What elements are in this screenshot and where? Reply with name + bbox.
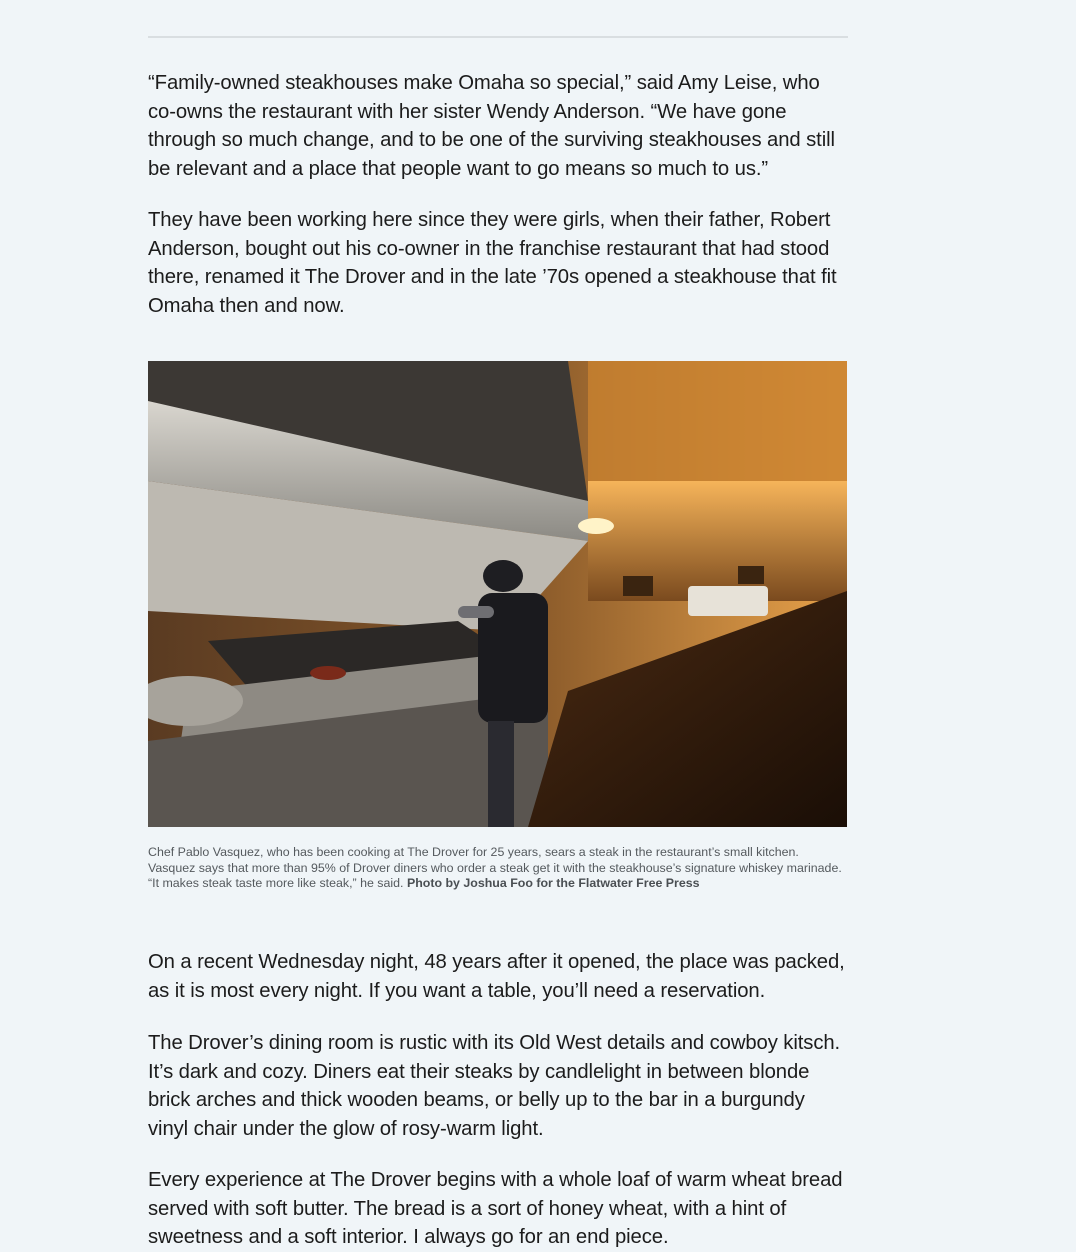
divider bbox=[148, 36, 848, 38]
article-paragraph: The Drover’s dining room is rustic with its Old West details and cowboy kitsch. It’s dark and cozy. Diners eat their steaks by candlelight in between blonde brick arches and thick wooden beams, or belly up to the bar in a burgundy vinyl chair under the glow of rosy-warm light. bbox=[148, 1032, 841, 1140]
caption-text: Chef Pablo Vasquez, who has been cooking at The Drover for 25 years, sears a steak in the restaurant’s small kitchen. Vasquez says that more than 95% of Drover diners who order a steak get it with the steakhouse’s signature whiskey marinade. “It makes steak taste more like steak,” he said. bbox=[148, 845, 842, 891]
article-paragraph: They have been working here since they were girls, when their father, Robert Anderson, bought out his co-owner in the franchise restaurant that had stood there, renamed it The Drover and in the late ’70s opened a steakhouse that fit Omaha then and now. bbox=[148, 209, 837, 317]
article-paragraph: “Family-owned steakhouses make Omaha so special,” said Amy Leise, who co-owns the restaurant with her sister Wendy Anderson. “We have gone through so much change, and to be one of the surviving steakhouses and still be relevant and a place that people want to go means so much to us.” bbox=[148, 72, 835, 180]
photo-caption bbox=[148, 845, 848, 892]
article-paragraph: On a recent Wednesday night, 48 years after it opened, the place was packed, as it is most every night. If you want a table, you’ll need a reservation. bbox=[148, 951, 845, 1002]
photo-credit: Photo by Joshua Foo for the Flatwater Free Press bbox=[406, 876, 700, 891]
article-paragraph: Every experience at The Drover begins with a whole loaf of warm wheat bread served with soft butter. The bread is a sort of honey wheat, with a hint of sweetness and a soft interior. I always go for an end piece. bbox=[148, 1169, 843, 1249]
kitchen-photo bbox=[148, 361, 847, 827]
